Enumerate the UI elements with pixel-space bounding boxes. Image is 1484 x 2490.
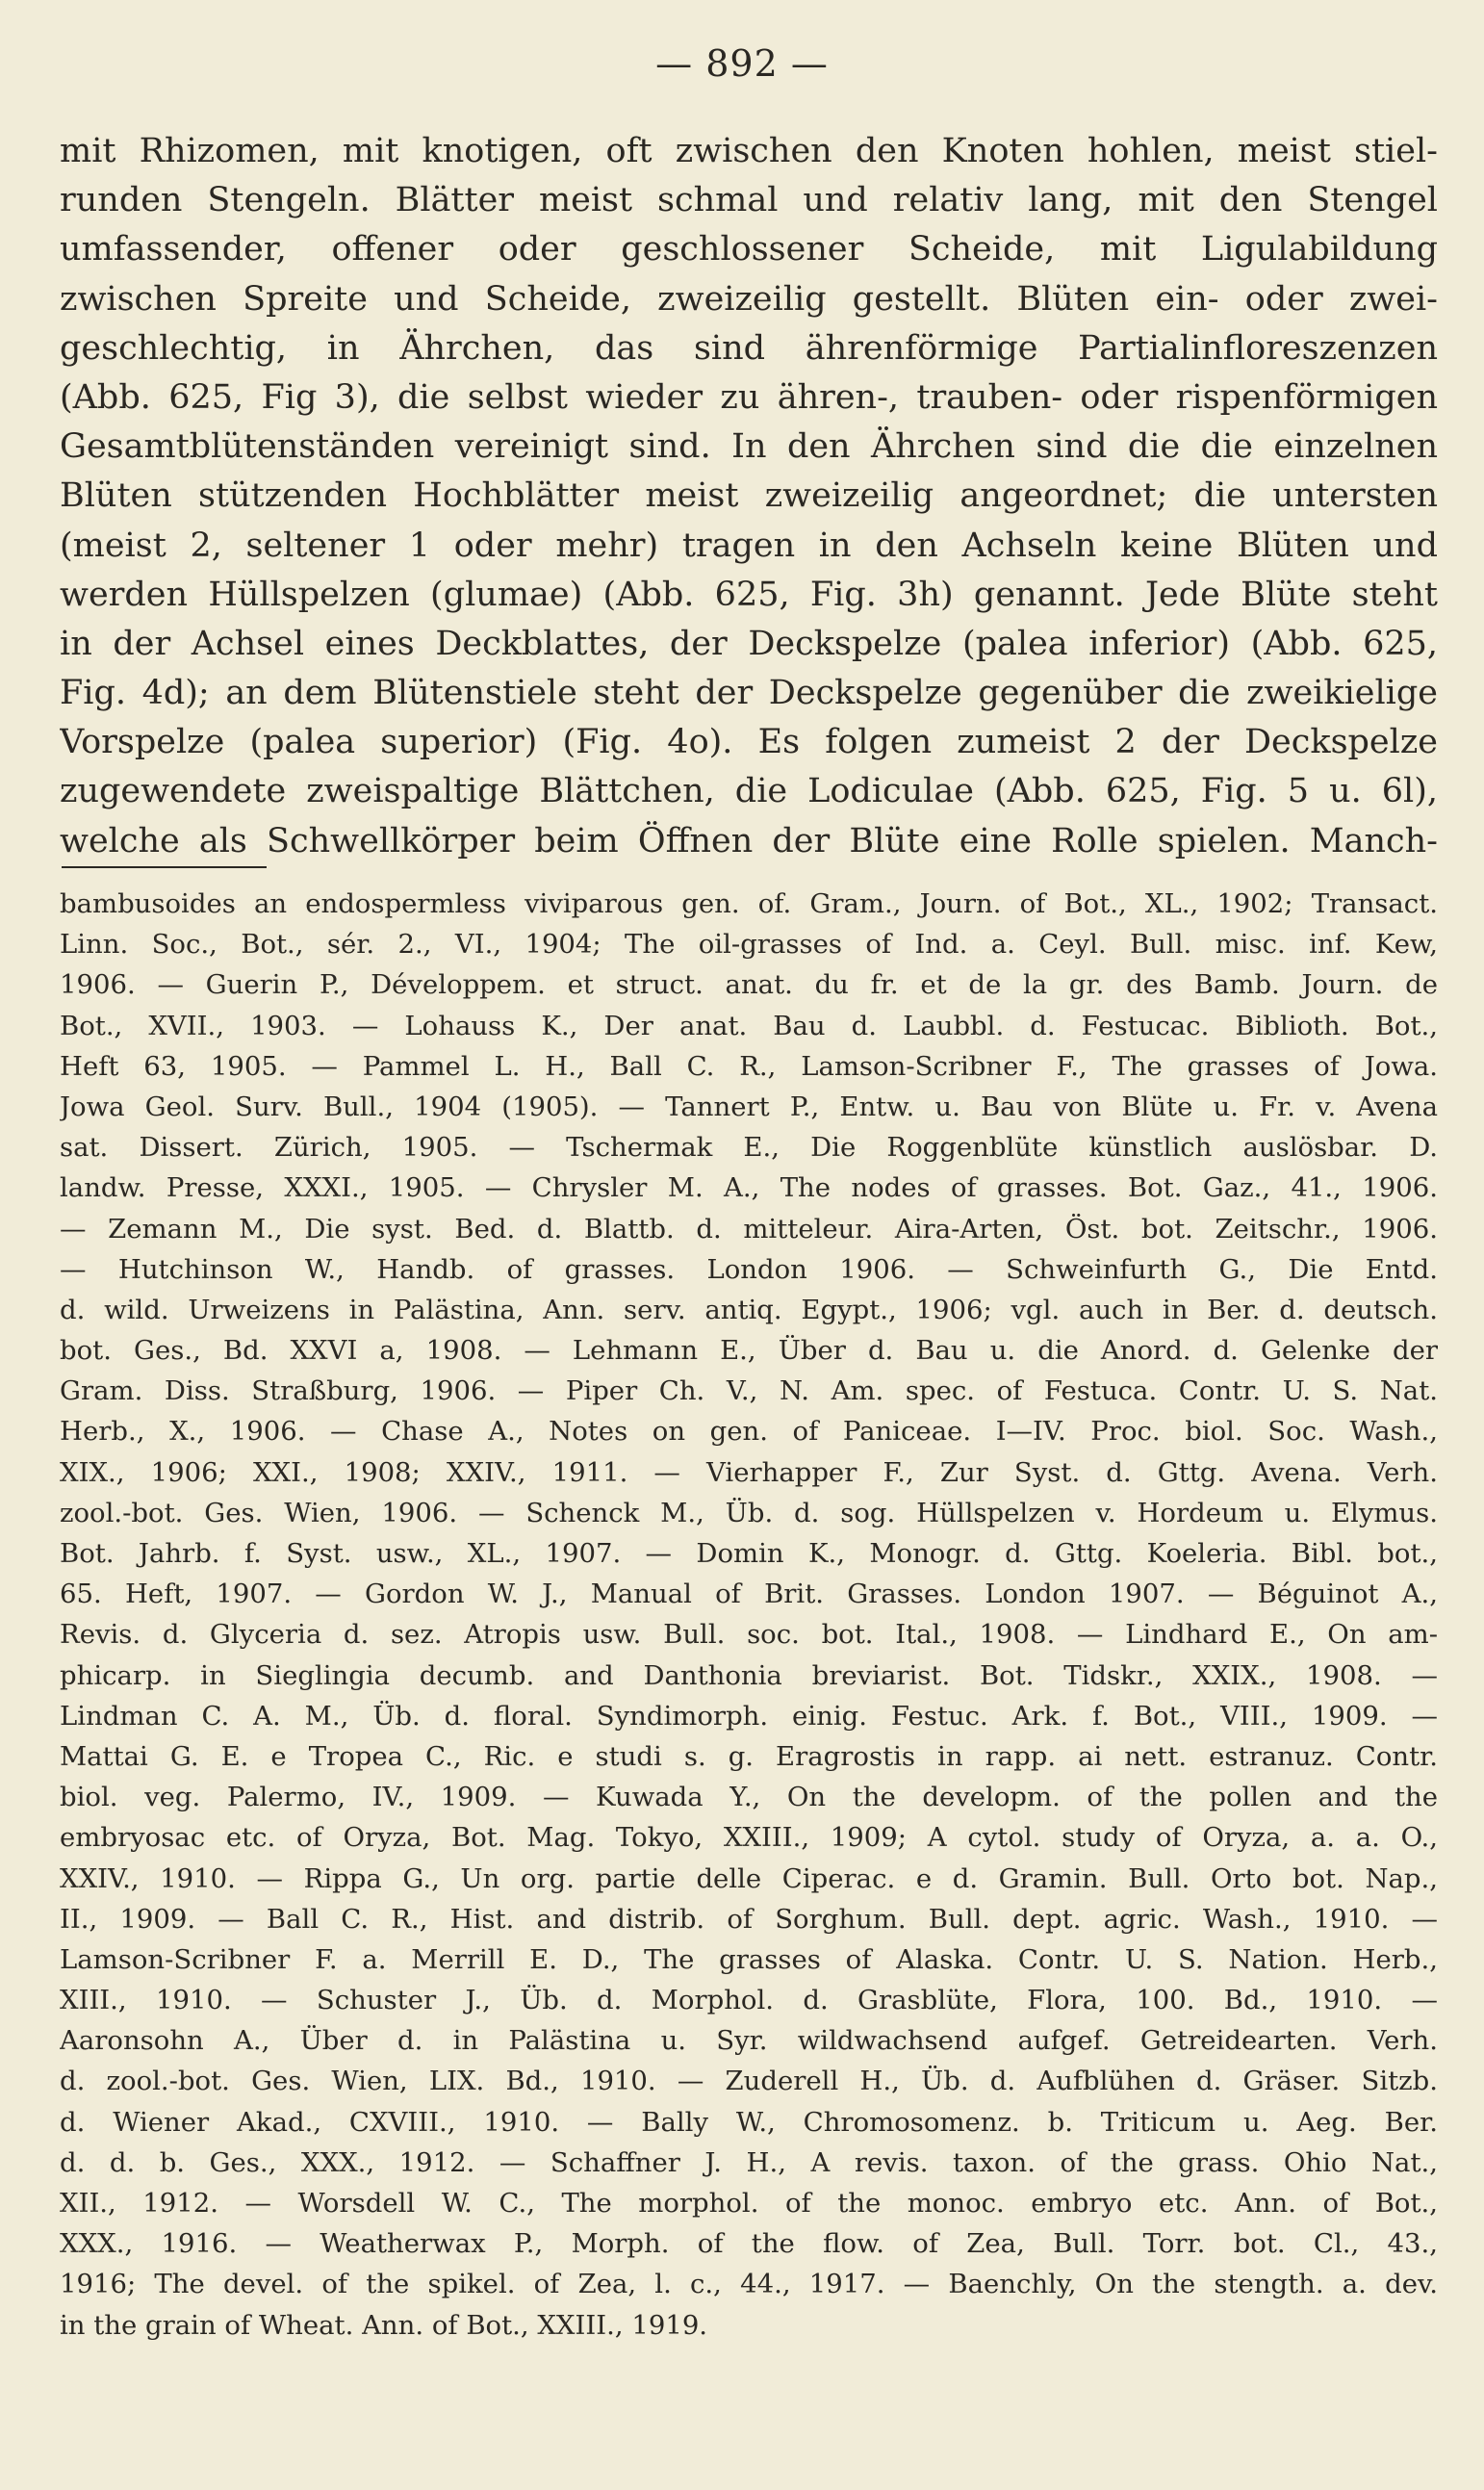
footnote-line: Lamson-Scribner F. a. Merrill E. D., The grasses of Alaska. Contr. U. S. Nation. Herb.,: [60, 1943, 1438, 1975]
footnote-line: 1916; The devel. of the spikel. of Zea, l. c., 44., 1917. — Baenchly, On the stength. a. dev.: [60, 2269, 1438, 2300]
footnote-line: d. Wiener Akad., CXVIII., 1910. — Bally W., Chromosomenz. b. Triticum u. Aeg. Ber.: [60, 2106, 1438, 2138]
text-line: zugewendete zweispaltige Blättchen, die Lodiculae (Abb. 625, Fig. 5 u. 6l),: [60, 772, 1438, 811]
footnote-line: — Hutchinson W., Handb. of grasses. London 1906. — Schweinfurth G., Die Entd.: [60, 1253, 1438, 1285]
text-line: umfassender, offener oder geschlossener Scheide, mit Ligulabildung: [60, 230, 1438, 270]
text-line: Blüten stützenden Hochblätter meist zweizeilig angeordnet; die untersten: [60, 476, 1438, 516]
text-line: Fig. 4d); an dem Blütenstiele steht der Deckspelze gegenüber die zweikielige: [60, 674, 1438, 713]
footnote-line: II., 1909. — Ball C. R., Hist. and distrib. of Sorghum. Bull. dept. agric. Wash., 1910. —: [60, 1903, 1438, 1935]
page-number: — 892 —: [655, 42, 829, 85]
footnote-line: 65. Heft, 1907. — Gordon W. J., Manual of Brit. Grasses. London 1907. — Béguinot A.,: [60, 1579, 1438, 1610]
main-text: [60, 127, 1438, 866]
text-line: werden Hüllspelzen (glumae) (Abb. 625, Fig. 3h) genannt. Jede Blüte steht: [60, 575, 1438, 614]
text-line: Gesamtblütenständen vereinigt sind. In den Ährchen sind die die einzelnen: [60, 427, 1438, 467]
footnote-block: [60, 884, 1438, 2346]
footnote-line: biol. veg. Palermo, IV., 1909. — Kuwada Y., On the developm. of the pollen and the: [60, 1782, 1438, 1813]
footnote-line: Lindman C. A. M., Üb. d. floral. Syndimorph. einig. Festuc. Ark. f. Bot., VIII., 1909. —: [60, 1700, 1438, 1732]
footnote-line: — Zemann M., Die syst. Bed. d. Blattb. d. mitteleur. Aira-Arten, Öst. bot. Zeitschr., 1906.: [60, 1213, 1438, 1245]
footnote-line: in the grain of Wheat. Ann. of Bot., XXIII., 1919.: [60, 2309, 708, 2341]
footnote-line: embryosac etc. of Oryza, Bot. Mag. Tokyo, XXIII., 1909; A cytol. study of Oryza, a. a. O.,: [60, 1822, 1438, 1854]
footnote-line: Herb., X., 1906. — Chase A., Notes on gen. of Paniceae. I—IV. Proc. biol. Soc. Wash.,: [60, 1416, 1438, 1448]
footnote-line: phicarp. in Sieglingia decumb. and Danthonia breviarist. Bot. Tidskr., XXIX., 1908. —: [60, 1659, 1438, 1691]
footnote-line: zool.-bot. Ges. Wien, 1906. — Schenck M., Üb. d. sog. Hüllspelzen v. Hordeum u. Elymus.: [60, 1497, 1438, 1528]
footnote-line: sat. Dissert. Zürich, 1905. — Tschermak E., Die Roggenblüte künstlich auslösbar. D.: [60, 1132, 1438, 1164]
footnote-line: Heft 63, 1905. — Pammel L. H., Ball C. R., Lamson-Scribner F., The grasses of Jowa.: [60, 1050, 1438, 1082]
text-line: geschlechtig, in Ährchen, das sind ährenförmige Partialinfloreszenzen: [60, 328, 1438, 368]
text-line: welche als Schwellkörper beim Öffnen der Blüte eine Rolle spielen. Manch-: [60, 821, 1438, 860]
footnote-line: Jowa Geol. Surv. Bull., 1904 (1905). — Tannert P., Entw. u. Bau von Blüte u. Fr. v. Avena: [60, 1091, 1438, 1122]
text-line: (Abb. 625, Fig 3), die selbst wieder zu ähren-, trauben- oder rispenförmigen: [60, 377, 1438, 417]
footnote-line: XII., 1912. — Worsdell W. C., The morphol. of the monoc. embryo etc. Ann. of Bot.,: [60, 2188, 1438, 2219]
footnote-line: Bot. Jahrb. f. Syst. usw., XL., 1907. — Domin K., Monogr. d. Gttg. Koeleria. Bibl. bot.,: [60, 1538, 1438, 1569]
footnote-line: landw. Presse, XXXI., 1905. — Chrysler M. A., The nodes of grasses. Bot. Gaz., 41., 1906.: [60, 1172, 1438, 1204]
text-line: zwischen Spreite und Scheide, zweizeilig gestellt. Blüten ein- oder zwei-: [60, 279, 1438, 319]
footnote-line: bambusoides an endospermless viviparous gen. of. Gram., Journ. of Bot., XL., 1902; Transact.: [60, 888, 1438, 919]
footnote-line: bot. Ges., Bd. XXVI a, 1908. — Lehmann E., Über d. Bau u. die Anord. d. Gelenke der: [60, 1335, 1438, 1367]
footnote-line: XIX., 1906; XXI., 1908; XXIV., 1911. — Vierhapper F., Zur Syst. d. Gttg. Avena. Verh.: [60, 1456, 1438, 1488]
footnote-line: XXIV., 1910. — Rippa G., Un org. partie delle Ciperac. e d. Gramin. Bull. Orto bot. Nap.,: [60, 1862, 1438, 1894]
footnote-line: 1906. — Guerin P., Développem. et struct. anat. du fr. et de la gr. des Bamb. Journ. de: [60, 969, 1438, 1001]
text-line: mit Rhizomen, mit knotigen, oft zwischen den Knoten hohlen, meist stiel-: [60, 132, 1438, 170]
footnote-line: Gram. Diss. Straßburg, 1906. — Piper Ch. V., N. Am. spec. of Festuca. Contr. U. S. Nat.: [60, 1375, 1438, 1407]
footnote-line: d. d. b. Ges., XXX., 1912. — Schaffner J. H., A revis. taxon. of the grass. Ohio Nat.,: [60, 2146, 1438, 2178]
footnote-rule: [62, 866, 267, 868]
text-line: Vorspelze (palea superior) (Fig. 4o). Es folgen zumeist 2 der Deckspelze: [60, 723, 1438, 762]
footnote-line: Mattai G. E. e Tropea C., Ric. e studi s. g. Eragrostis in rapp. ai nett. estranuz. Contr.: [60, 1740, 1438, 1772]
footnote-line: Aaronsohn A., Über d. in Palästina u. Syr. wildwachsend aufgef. Getreidearten. Verh.: [60, 2025, 1438, 2057]
footnote-line: XXX., 1916. — Weatherwax P., Morph. of the flow. of Zea, Bull. Torr. bot. Cl., 43.,: [60, 2228, 1438, 2260]
text-line: in der Achsel eines Deckblattes, der Deckspelze (palea inferior) (Abb. 625,: [60, 624, 1438, 663]
footnote-line: XIII., 1910. — Schuster J., Üb. d. Morphol. d. Grasblüte, Flora, 100. Bd., 1910. —: [60, 1985, 1438, 2016]
footnote-line: Bot., XVII., 1903. — Lohauss K., Der anat. Bau d. Laubbl. d. Festucac. Biblioth. Bot.,: [60, 1010, 1438, 1041]
footnote-line: Revis. d. Glyceria d. sez. Atropis usw. Bull. soc. bot. Ital., 1908. — Lindhard E., On am-: [60, 1619, 1438, 1651]
text-line: runden Stengeln. Blätter meist schmal und relativ lang, mit den Stengel: [60, 181, 1438, 220]
footnote-line: d. wild. Urweizens in Palästina, Ann. serv. antiq. Egypt., 1906; vgl. auch in Ber. d. deutsch.: [60, 1294, 1438, 1325]
footnote-line: d. zool.-bot. Ges. Wien, LIX. Bd., 1910. — Zuderell H., Üb. d. Aufblühen d. Gräser. Sitzb.: [60, 2066, 1438, 2097]
text-line: (meist 2, seltener 1 oder mehr) tragen in den Achseln keine Blüten und: [60, 526, 1438, 565]
footnote-line: Linn. Soc., Bot., sér. 2., VI., 1904; The oil-grasses of Ind. a. Ceyl. Bull. misc. inf. Kew,: [60, 929, 1438, 961]
